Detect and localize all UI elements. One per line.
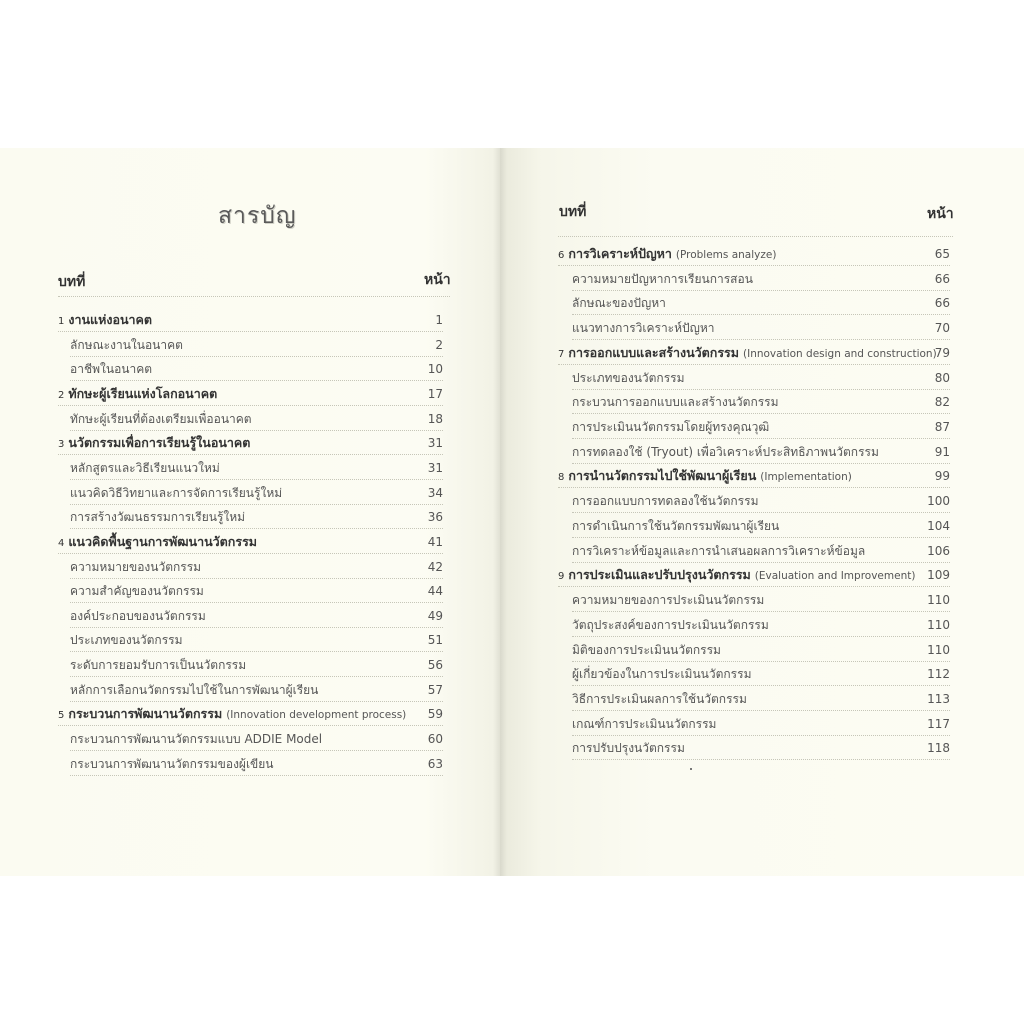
page-number: 104 [927, 518, 950, 533]
page-number: 110 [927, 642, 950, 657]
entry-title: ระดับการยอมรับการเป็นนวัตกรรม [70, 658, 247, 673]
row-divider [70, 627, 443, 628]
page-number: 99 [934, 469, 950, 484]
row-divider [70, 750, 443, 751]
entry-title [558, 345, 937, 363]
row-divider [70, 578, 443, 579]
row-divider [572, 661, 950, 662]
left-page [0, 148, 500, 876]
toc-title: สารบัญ [218, 203, 297, 229]
entry-title [58, 534, 257, 552]
row-divider [572, 389, 950, 390]
chapter-title: การประเมินและปรับปรุงนวัตกรรม [568, 567, 751, 583]
page-number: 113 [927, 691, 950, 706]
page-number: 70 [934, 321, 950, 336]
row-divider [572, 685, 950, 686]
entry-title: ความหมายของการประเมินนวัตกรรม [572, 593, 765, 608]
header-rule [58, 296, 450, 297]
page-number: 31 [427, 436, 443, 451]
entry-title: ลักษณะงานในอนาคต [70, 337, 183, 352]
row-divider [70, 380, 443, 381]
page-number: 118 [927, 741, 950, 756]
entry-title: การประเมินนวัตกรรมโดยผู้ทรงคุณวุฒิ [572, 420, 770, 435]
page-number: 59 [427, 707, 443, 722]
row-divider [572, 710, 950, 711]
entry-title: แนวคิดวิธีวิทยาและการจัดการเรียนรู้ใหม่ [70, 485, 283, 500]
row-divider [558, 265, 950, 266]
chapter-english-title: (Evaluation and Improvement) [754, 570, 916, 583]
chapter-title: นวัตกรรมเพื่อการเรียนรู้ในอนาคต [68, 435, 251, 451]
row-divider [58, 725, 443, 726]
header-chapter-label: บทที่ [559, 204, 587, 220]
chapter-number: 7 [558, 348, 565, 360]
row-divider [70, 504, 443, 505]
header-chapter-label: บทที่ [58, 274, 86, 290]
chapter-title: การนำนวัตกรรมไปใช้พัฒนาผู้เรียน [568, 468, 757, 484]
row-divider [70, 651, 443, 652]
page-number: 106 [927, 543, 950, 558]
page-number: 51 [427, 633, 443, 648]
page-number: 87 [934, 420, 950, 435]
row-divider [572, 759, 950, 760]
chapter-english-title: (Innovation development process) [226, 709, 407, 722]
row-divider [70, 775, 443, 776]
page-number: 57 [427, 682, 443, 697]
chapter-title: กระบวนการพัฒนานวัตกรรม [68, 706, 223, 722]
page-number: 1 [435, 313, 443, 327]
entry-title: ทักษะผู้เรียนที่ต้องเตรียมเพื่ออนาคต [70, 411, 252, 426]
row-divider [70, 701, 443, 702]
page-number: 65 [934, 247, 950, 261]
row-divider [572, 339, 950, 340]
page-number: 110 [927, 617, 950, 632]
row-divider [572, 438, 950, 439]
row-divider [572, 537, 950, 538]
page-number: 10 [427, 362, 443, 377]
page-number: 66 [934, 271, 950, 286]
page-number: 44 [427, 584, 443, 599]
entry-title: การสร้างวัฒนธรรมการเรียนรู้ใหม่ [70, 510, 246, 525]
chapter-title: แนวคิดพื้นฐานการพัฒนานวัตกรรม [68, 533, 258, 549]
chapter-number: 3 [58, 439, 65, 451]
entry-title: ความหมายปัญหาการเรียนการสอน [572, 271, 753, 286]
row-divider [558, 487, 950, 488]
header-page-label: หน้า [424, 272, 451, 288]
row-divider [58, 405, 443, 406]
entry-title: การดำเนินการใช้นวัตกรรมพัฒนาผู้เรียน [572, 518, 780, 533]
row-divider [572, 290, 950, 291]
row-divider [58, 454, 443, 455]
chapter-title: งานแห่งอนาคต [68, 312, 152, 327]
entry-title: วัตถุประสงค์ของการประเมินนวัตกรรม [572, 617, 769, 632]
entry-title: กระบวนการพัฒนานวัตกรรมของผู้เขียน [70, 756, 274, 771]
entry-title: องค์ประกอบของนวัตกรรม [70, 608, 206, 623]
page-number: 41 [427, 534, 443, 549]
entry-title: กระบวนการออกแบบและสร้างนวัตกรรม [572, 395, 779, 410]
entry-title [58, 312, 152, 330]
row-divider [558, 586, 950, 587]
chapter-title: การวิเคราะห์ปัญหา [568, 246, 672, 261]
entry-title: กระบวนการพัฒนานวัตกรรมแบบ ADDIE Model [70, 732, 323, 747]
header-page-label: หน้า [927, 206, 954, 222]
chapter-english-title: (Implementation) [760, 471, 852, 484]
row-divider [70, 528, 443, 529]
page-number: 34 [427, 485, 443, 500]
header-rule [558, 236, 953, 237]
page-number: 110 [927, 593, 950, 608]
row-divider [58, 331, 443, 332]
entry-title: อาชีพในอนาคต [70, 362, 153, 377]
entry-title: วิธีการประเมินผลการใช้นวัตกรรม [572, 691, 747, 706]
page-number: 60 [427, 732, 443, 747]
entry-title: ลักษณะของปัญหา [572, 296, 666, 311]
row-divider [572, 562, 950, 563]
entry-title [558, 468, 852, 486]
page-number: 63 [427, 756, 443, 771]
entry-title: หลักการเลือกนวัตกรรมไปใช้ในการพัฒนาผู้เรียน [70, 682, 319, 697]
entry-title: มิติของการประเมินนวัตกรรม [572, 642, 721, 657]
entry-title: ประเภทของนวัตกรรม [572, 370, 685, 385]
entry-title [58, 706, 406, 724]
page-number: 31 [427, 460, 443, 475]
row-divider [572, 314, 950, 315]
page-number: 91 [934, 444, 950, 459]
row-divider [572, 611, 950, 612]
page-number: 117 [927, 716, 950, 731]
right-page [500, 148, 1024, 876]
row-divider [70, 479, 443, 480]
row-divider [70, 602, 443, 603]
speck [690, 768, 692, 770]
page-number: 66 [934, 296, 950, 311]
entry-title: การออกแบบการทดลองใช้นวัตกรรม [572, 494, 759, 509]
entry-title: แนวทางการวิเคราะห์ปัญหา [572, 321, 715, 336]
page-number: 100 [927, 494, 950, 509]
row-divider [70, 430, 443, 431]
entry-title: ประเภทของนวัตกรรม [70, 633, 183, 648]
chapter-number: 8 [558, 472, 565, 484]
chapter-number: 4 [58, 537, 65, 549]
entry-title [58, 386, 217, 404]
page-number: 56 [427, 658, 443, 673]
entry-title: หลักสูตรและวิธีเรียนแนวใหม่ [70, 460, 220, 475]
row-divider [572, 735, 950, 736]
page-number: 2 [435, 337, 443, 352]
chapter-number: 6 [558, 250, 565, 261]
entry-title [558, 567, 915, 585]
row-divider [58, 553, 443, 554]
entry-title: การวิเคราะห์ข้อมูลและการนำเสนอผลการวิเคราะห์ข้อมูล [572, 543, 866, 558]
page-number: 112 [927, 667, 950, 682]
row-divider [572, 413, 950, 414]
chapter-number: 9 [558, 571, 565, 583]
chapter-title: การออกแบบและสร้างนวัตกรรม [568, 344, 739, 360]
book-gutter [493, 148, 507, 876]
entry-title: ผู้เกี่ยวข้องในการประเมินนวัตกรรม [572, 667, 752, 682]
page-number: 17 [427, 386, 443, 401]
page-number: 49 [427, 608, 443, 623]
row-divider [572, 636, 950, 637]
row-divider [572, 512, 950, 513]
page-number: 36 [427, 510, 443, 525]
row-divider [70, 676, 443, 677]
page-number: 82 [934, 395, 950, 410]
chapter-english-title: (Problems analyze) [675, 249, 777, 261]
entry-title: การปรับปรุงนวัตกรรม [572, 741, 685, 756]
row-divider [70, 356, 443, 357]
chapter-number: 5 [58, 710, 65, 722]
page-number: 42 [427, 559, 443, 574]
row-divider [572, 463, 950, 464]
chapter-number: 2 [58, 389, 65, 401]
page-number: 80 [934, 370, 950, 385]
entry-title [58, 435, 250, 453]
page-number: 109 [927, 568, 950, 583]
entry-title: ความสำคัญของนวัตกรรม [70, 584, 204, 599]
chapter-english-title: (Innovation design and construction) [743, 347, 937, 360]
entry-title: การทดลองใช้ (Tryout) เพื่อวิเคราะห์ประสิทธิภาพนวัตกรรม [572, 444, 879, 459]
entry-title [558, 246, 776, 264]
chapter-number: 1 [58, 316, 65, 327]
page-number: 18 [427, 411, 443, 426]
chapter-title: ทักษะผู้เรียนแห่งโลกอนาคต [68, 385, 218, 401]
book-spread [0, 148, 1024, 876]
entry-title: เกณฑ์การประเมินนวัตกรรม [572, 716, 717, 731]
entry-title: ความหมายของนวัตกรรม [70, 559, 202, 574]
page-number: 79 [934, 345, 950, 360]
row-divider [558, 364, 950, 365]
